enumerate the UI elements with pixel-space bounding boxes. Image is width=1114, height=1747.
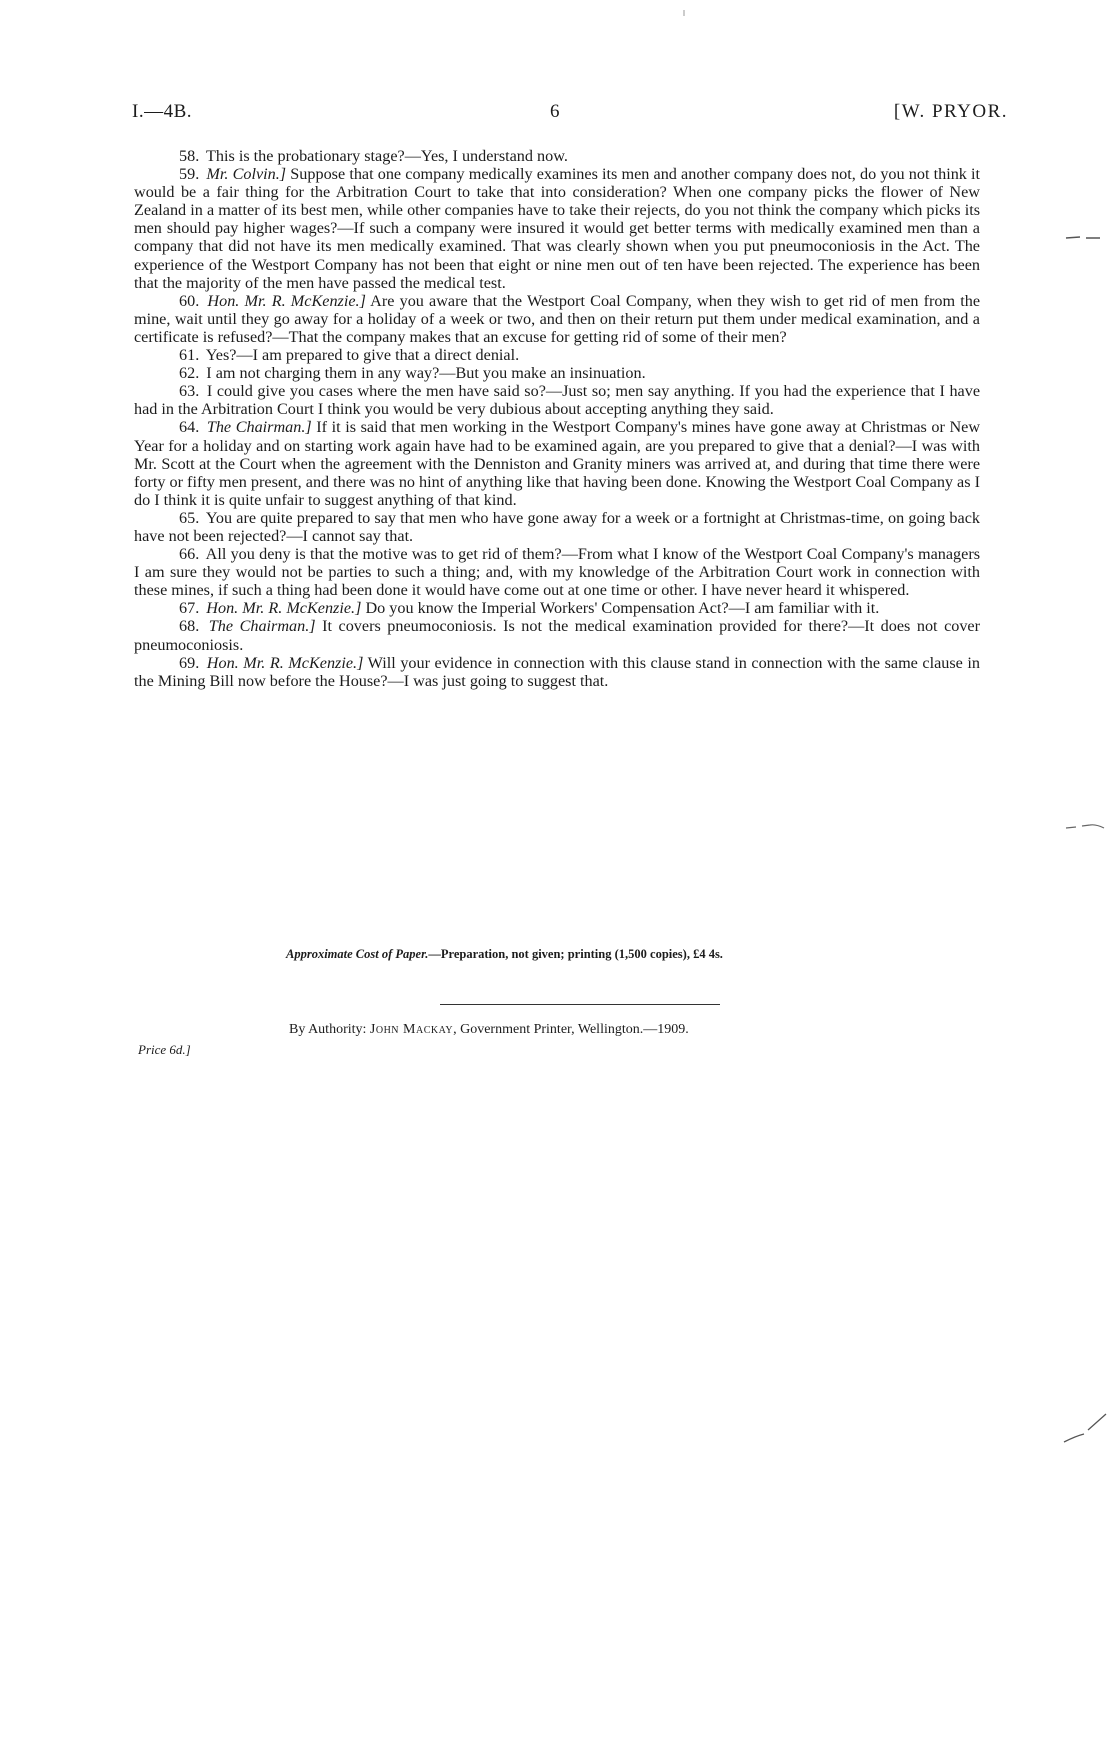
question-paragraph: 60. Hon. Mr. R. McKenzie.] Are you aware that the Westport Coal Company, when they wish to get rid of men from the mine, wait until they go away for a holiday of a week or two, and then on their return put them under medical examination, and a certificate is refused?—That the company makes that an excuse for getting rid of some of their men? <box>134 291 981 346</box>
margin-mark-icon <box>1060 1410 1110 1446</box>
page-header <box>132 101 1008 131</box>
cost-of-paper-note <box>286 947 886 962</box>
margin-mark-icon <box>1064 232 1104 242</box>
question-paragraph: 59. Mr. Colvin.] Suppose that one company medically examines its men and another company does not, do you not think it would be a fair thing for the Arbitration Court to take that into consideration? When one company picks the flower of New Zealand in a matter of its best men, while other companies have to take their rejects, do you not think the company which picks its men should pay higher wages?—If such a company were insured it would get better terms with medically examined men than a company that did not have its men medically examined. That was clearly shown when you put pneumoconiosis in the Act. The experience of the Westport Company has not been that eight or nine men out of ten have been rejected. The experience has been that the majority of the men have passed the medical test. <box>134 165 981 292</box>
imprint-suffix: , Government Printer, Wellington.—1909. <box>453 1022 689 1037</box>
question-paragraph: 66. All you deny is that the motive was to get rid of them?—From what I know of the Westport Coal Company's managers I am sure they would not be parties to such a thing; and, with my knowledge of the Arbitration Court work in connection with these mines, if such a thing had been done it would have come out at one time or other. I have never heard it whispered. <box>134 545 981 600</box>
document-reference: I.—4B. <box>132 101 192 122</box>
question-paragraph: 65. You are quite prepared to say that men who have gone away for a week or a fortnight at Christmas-time, on going back have not been rejected?—I cannot say that. <box>134 508 980 545</box>
question-paragraph: 63. I could give you cases where the men have said so?—Just so; men say anything. If you had the experience that I have had in the Arbitration Court I think you would be very dubious about accepting anything they said. <box>134 382 981 419</box>
cost-text: —Preparation, not given; printing (1,500 copies), £4 4s. <box>428 947 723 961</box>
price-note: Price 6d.] <box>138 1042 191 1057</box>
margin-mark-icon <box>1064 820 1108 832</box>
question-paragraph: 68. The Chairman.] It covers pneumoconiosis. Is not the medical examination provided for there?—It does not cover pneumoconiosis. <box>134 617 981 654</box>
footer-divider <box>440 1004 720 1005</box>
page-number: 6 <box>550 101 560 122</box>
witness-name: [W. PRYOR. <box>893 101 1008 122</box>
imprint-prefix: By Authority: <box>289 1022 370 1037</box>
question-paragraph: 61. Yes?—I am prepared to give that a direct denial. <box>179 346 520 365</box>
testimony-body <box>134 147 980 690</box>
question-paragraph: 64. The Chairman.] If it is said that men working in the Westport Company's mines have gone away at Christmas or New Year for a holiday and on starting work again have had to be examined again, are you prepared to give that a denial?—I was with Mr. Scott at the Court when the agreement with the Denniston and Granity miners was arrived at, and during that time there were forty or fifty men present, and there was no hint of anything like that having been done. Knowing the Westport Coal Company as I do I think it is quite unfair to suggest anything of that kind. <box>134 418 981 509</box>
cost-label: Approximate Cost of Paper. <box>286 947 429 961</box>
scan-speck-icon <box>682 10 686 16</box>
printer-imprint <box>289 1022 889 1038</box>
printer-name: John Mackay <box>369 1022 454 1037</box>
question-paragraph: 62. I am not charging them in any way?—But you make an insinuation. <box>179 364 646 383</box>
question-paragraph: 69. Hon. Mr. R. McKenzie.] Will your evidence in connection with this clause stand in connection with the same clause in the Mining Bill now before the House?—I was just going to suggest that. <box>134 653 980 690</box>
question-paragraph: 67. Hon. Mr. R. McKenzie.] Do you know the Imperial Workers' Compensation Act?—I am familiar with it. <box>179 599 880 618</box>
question-paragraph: 58. This is the probationary stage?—Yes, I understand now. <box>179 147 568 165</box>
